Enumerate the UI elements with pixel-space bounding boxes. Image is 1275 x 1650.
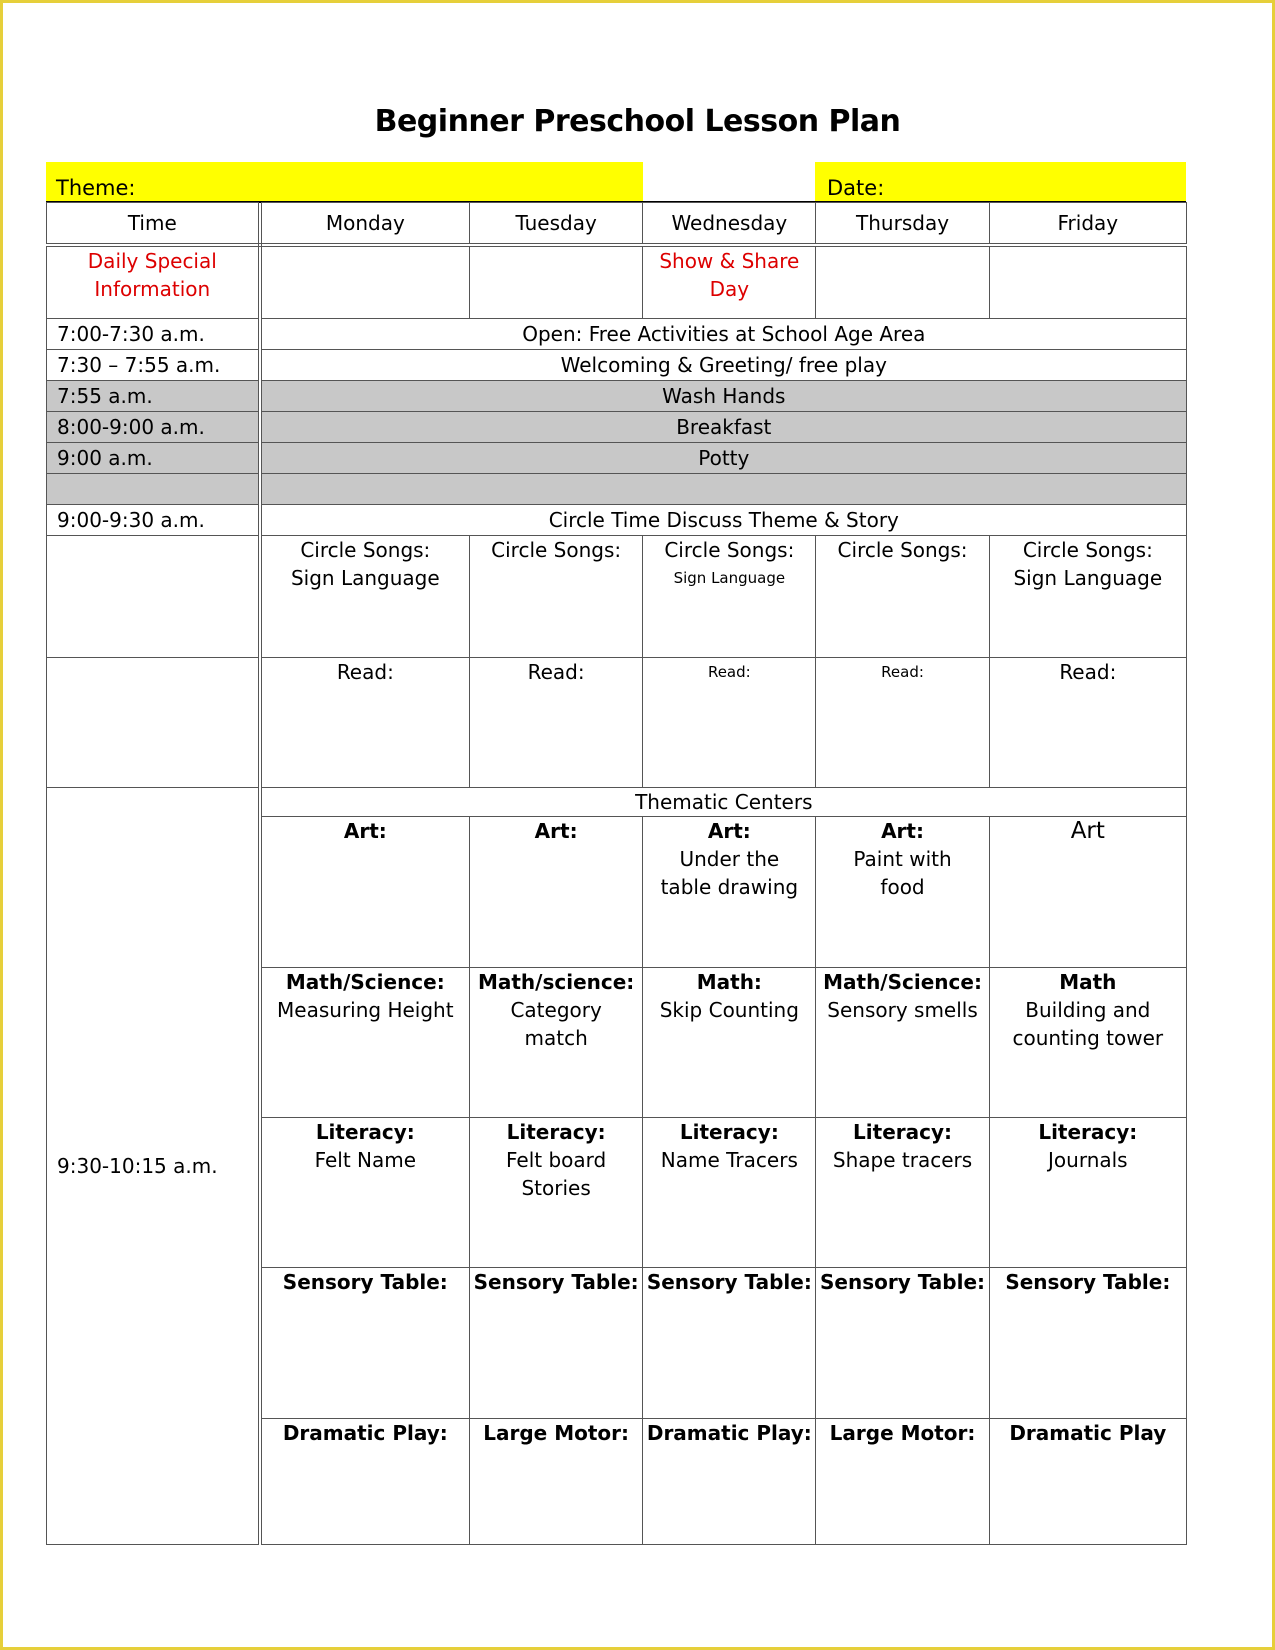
art-activity-line2: table drawing [660, 875, 799, 899]
header-row [47, 203, 1187, 245]
read-thursday[interactable]: Read: [816, 658, 989, 788]
literacy-thursday[interactable] [816, 1118, 989, 1268]
read-row [47, 658, 1187, 788]
daily-special-wednesday[interactable] [643, 245, 816, 319]
math-activity-line1: Category [510, 998, 602, 1022]
col-header-wednesday: Wednesday [643, 203, 816, 245]
math-label: Math [1059, 970, 1117, 994]
circle-songs-label: Circle Songs: [837, 538, 968, 562]
daily-special-row [47, 245, 1187, 319]
read-monday[interactable]: Read: [260, 658, 470, 788]
art-label: Art: [707, 819, 751, 843]
daily-special-label-line2: Information [94, 276, 211, 301]
schedule-activity: Circle Time Discuss Theme & Story [260, 505, 1187, 536]
circle-songs-monday[interactable] [260, 536, 470, 658]
math-label: Math/Science: [285, 970, 445, 994]
art-friday[interactable] [989, 817, 1186, 968]
art-thursday[interactable] [816, 817, 989, 968]
col-header-friday: Friday [989, 203, 1186, 245]
math-wednesday[interactable] [643, 968, 816, 1118]
literacy-label: Literacy: [506, 1120, 606, 1144]
circle-songs-wednesday[interactable] [643, 536, 816, 658]
literacy-activity-line1: Journals [1048, 1148, 1128, 1172]
blank-time [47, 474, 260, 505]
large-motor-tuesday[interactable]: Large Motor: [470, 1419, 643, 1545]
wednesday-special-line2: Day [709, 276, 750, 301]
large-motor-thursday[interactable]: Large Motor: [816, 1419, 989, 1545]
literacy-activity-line2: Stories [521, 1176, 591, 1200]
daily-special-tuesday[interactable] [470, 245, 643, 319]
centers-time: 9:30-10:15 a.m. [47, 788, 260, 1545]
math-activity-line1: Measuring Height [277, 998, 454, 1022]
literacy-label: Literacy: [853, 1120, 953, 1144]
literacy-label: Literacy: [1038, 1120, 1138, 1144]
math-activity-line1: Skip Counting [659, 998, 799, 1022]
circle-songs-time [47, 536, 260, 658]
math-activity-line1: Sensory smells [827, 998, 978, 1022]
blank-activity [260, 474, 1187, 505]
read-wednesday[interactable]: Read: [643, 658, 816, 788]
daily-special-monday[interactable] [260, 245, 470, 319]
read-friday[interactable]: Read: [989, 658, 1186, 788]
sensory-tuesday[interactable]: Sensory Table: [470, 1268, 643, 1419]
literacy-label: Literacy: [315, 1120, 415, 1144]
daily-special-label [47, 245, 260, 319]
schedule-time: 7:55 a.m. [47, 381, 260, 412]
literacy-tuesday[interactable] [470, 1118, 643, 1268]
math-thursday[interactable] [816, 968, 989, 1118]
math-monday[interactable] [260, 968, 470, 1118]
wednesday-special-line1: Show & Share [659, 248, 800, 273]
schedule-row [47, 505, 1187, 536]
thematic-centers-row [47, 788, 1187, 817]
blank-grey-row [47, 474, 1187, 505]
art-monday[interactable] [260, 817, 470, 968]
literacy-monday[interactable] [260, 1118, 470, 1268]
math-tuesday[interactable] [470, 968, 643, 1118]
art-label: Art: [534, 819, 578, 843]
lesson-plan-table [46, 202, 1187, 1545]
schedule-row [47, 350, 1187, 381]
col-header-thursday: Thursday [816, 203, 989, 245]
art-activity-line1: Paint with [853, 847, 952, 871]
sensory-thursday[interactable]: Sensory Table: [816, 1268, 989, 1419]
art-activity-line2: food [880, 875, 925, 899]
col-header-tuesday: Tuesday [470, 203, 643, 245]
schedule-time: 7:00-7:30 a.m. [47, 319, 260, 350]
literacy-activity-line1: Felt board [506, 1148, 607, 1172]
schedule-time: 9:00 a.m. [47, 443, 260, 474]
dramatic-play-monday[interactable]: Dramatic Play: [260, 1419, 470, 1545]
math-activity-line2: match [524, 1026, 588, 1050]
literacy-activity-line1: Name Tracers [660, 1148, 798, 1172]
literacy-label: Literacy: [679, 1120, 779, 1144]
circle-songs-label: Circle Songs: [664, 538, 795, 562]
circle-songs-label: Circle Songs: [1022, 538, 1153, 562]
daily-special-label-line1: Daily Special [87, 248, 217, 273]
schedule-time: 7:30 – 7:55 a.m. [47, 350, 260, 381]
circle-songs-label: Circle Songs: [491, 538, 622, 562]
schedule-row [47, 381, 1187, 412]
math-activity-line1: Building and [1025, 998, 1151, 1022]
circle-songs-detail: Sign Language [1013, 566, 1163, 590]
literacy-friday[interactable] [989, 1118, 1186, 1268]
circle-songs-row [47, 536, 1187, 658]
art-label: Art: [881, 819, 924, 843]
sensory-monday[interactable]: Sensory Table: [260, 1268, 470, 1419]
read-tuesday[interactable]: Read: [470, 658, 643, 788]
circle-songs-detail: Sign Language [673, 569, 786, 587]
daily-special-thursday[interactable] [816, 245, 989, 319]
math-activity-line2: counting tower [1012, 1026, 1164, 1050]
math-label: Math/Science: [823, 970, 982, 994]
col-header-time: Time [47, 203, 260, 245]
schedule-activity: Breakfast [260, 412, 1187, 443]
art-label: Art [1070, 818, 1105, 844]
math-label: Math: [696, 970, 762, 994]
circle-songs-label: Circle Songs: [300, 538, 431, 562]
schedule-row [47, 319, 1187, 350]
schedule-row [47, 443, 1187, 474]
literacy-activity-line1: Shape tracers [832, 1148, 973, 1172]
dramatic-play-wednesday[interactable]: Dramatic Play: [643, 1419, 816, 1545]
art-label: Art: [343, 819, 387, 843]
schedule-row [47, 412, 1187, 443]
schedule-activity: Potty [260, 443, 1187, 474]
literacy-activity-line1: Felt Name [314, 1148, 417, 1172]
daily-special-friday[interactable] [989, 245, 1186, 319]
literacy-wednesday[interactable] [643, 1118, 816, 1268]
theme-field[interactable]: Theme: [46, 162, 643, 203]
circle-songs-friday[interactable] [989, 536, 1186, 658]
schedule-activity: Welcoming & Greeting/ free play [260, 350, 1187, 381]
math-friday[interactable] [989, 968, 1186, 1118]
art-tuesday[interactable] [470, 817, 643, 968]
read-time [47, 658, 260, 788]
circle-songs-tuesday[interactable] [470, 536, 643, 658]
art-activity-line1: Under the [679, 847, 780, 871]
circle-songs-detail: Sign Language [290, 566, 440, 590]
col-header-monday: Monday [260, 203, 470, 245]
dramatic-play-friday[interactable]: Dramatic Play [989, 1419, 1186, 1545]
schedule-time: 9:00-9:30 a.m. [47, 505, 260, 536]
sensory-friday[interactable]: Sensory Table: [989, 1268, 1186, 1419]
sensory-wednesday[interactable]: Sensory Table: [643, 1268, 816, 1419]
circle-songs-thursday[interactable] [816, 536, 989, 658]
math-label: Math/science: [477, 970, 635, 994]
schedule-activity: Wash Hands [260, 381, 1187, 412]
thematic-centers-title: Thematic Centers [260, 788, 1187, 817]
schedule-time: 8:00-9:00 a.m. [47, 412, 260, 443]
date-field[interactable]: Date: [815, 162, 1186, 203]
art-wednesday[interactable] [643, 817, 816, 968]
page-title: Beginner Preschool Lesson Plan [374, 104, 901, 139]
schedule-activity: Open: Free Activities at School Age Area [260, 319, 1187, 350]
